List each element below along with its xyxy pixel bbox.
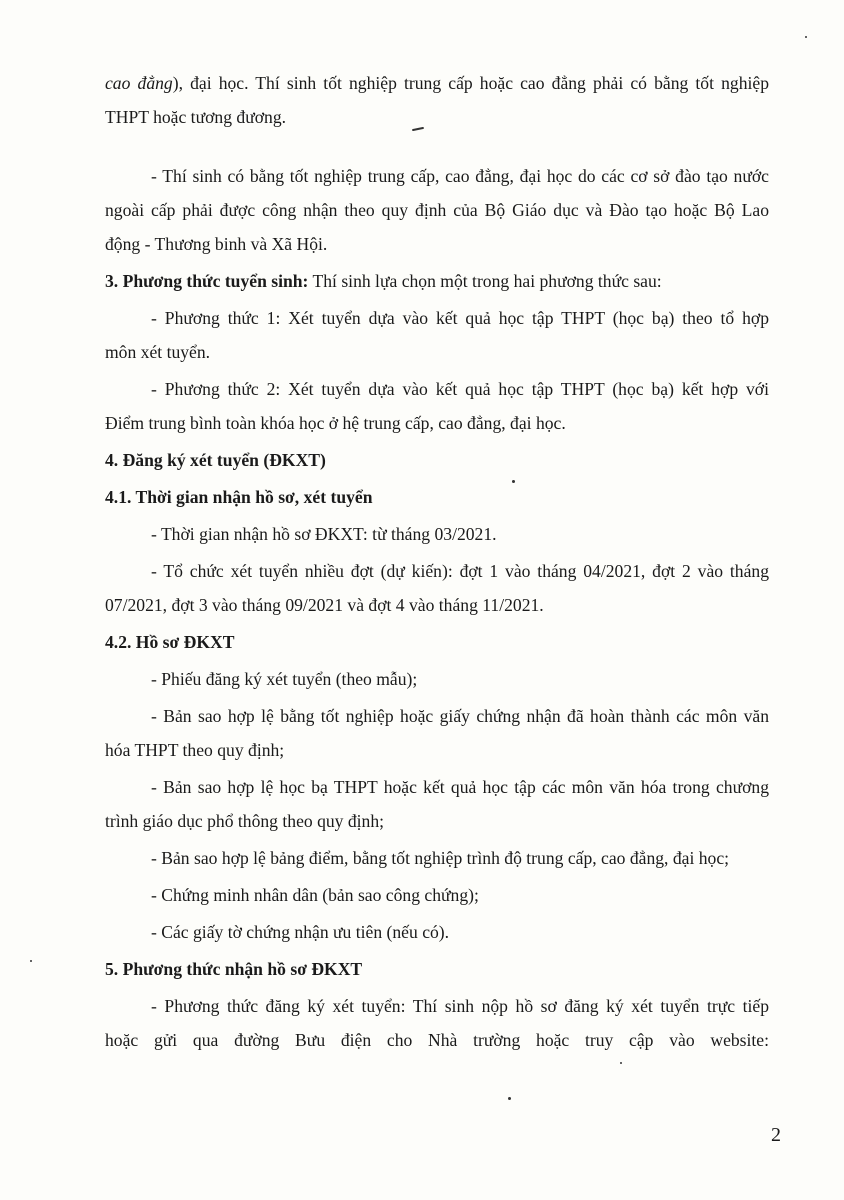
scan-speck <box>30 960 32 962</box>
scan-speck <box>620 1062 622 1064</box>
section-3-text: Thí sinh lựa chọn một trong hai phương thức sau: <box>308 271 662 291</box>
text-line-19: hóa THPT theo quy định; <box>105 740 285 760</box>
text-line-18: - Bản sao hợp lệ bằng tốt nghiệp hoặc giấy chứng nhận đã hoàn thành các môn văn <box>151 706 769 726</box>
text-line-27: hoặc gửi qua đường Bưu điện cho Nhà trường hoặc truy cập vào website: <box>105 1030 769 1050</box>
page-number: 2 <box>771 1124 781 1146</box>
text-line-9: - Phương thức 2: Xét tuyển dựa vào kết quả học tập THPT (học bạ) kết hợp với <box>151 379 769 399</box>
text-line-22: - Bản sao hợp lệ bảng điểm, bằng tốt nghiệp trình độ trung cấp, cao đẳng, đại học; <box>151 848 730 868</box>
text-line-13: - Thời gian nhận hồ sơ ĐKXT: từ tháng 03/2021. <box>151 524 497 544</box>
text-line-5: động - Thương binh và Xã Hội. <box>105 234 328 254</box>
scan-speck <box>512 480 515 483</box>
section-3-heading <box>105 270 662 292</box>
italic-fragment: cao đẳng <box>105 73 173 93</box>
section-3-title: 3. Phương thức tuyển sinh: <box>105 271 309 291</box>
scan-mark <box>412 127 424 131</box>
scan-speck <box>508 1097 511 1100</box>
text-line-17: - Phiếu đăng ký xét tuyển (theo mẫu); <box>151 669 418 689</box>
text-line-21: trình giáo dục phổ thông theo quy định; <box>105 811 385 831</box>
section-5-heading: 5. Phương thức nhận hồ sơ ĐKXT <box>105 959 363 979</box>
text-line-15: 07/2021, đợt 3 vào tháng 09/2021 và đợt 4 vào tháng 11/2021. <box>105 595 544 615</box>
text-line-8: môn xét tuyển. <box>105 342 211 362</box>
text-line-7: - Phương thức 1: Xét tuyển dựa vào kết quả học tập THPT (học bạ) theo tổ hợp <box>151 308 769 328</box>
text-line-26: - Phương thức đăng ký xét tuyển: Thí sinh nộp hồ sơ đăng ký xét tuyển trực tiếp <box>151 996 769 1016</box>
scan-speck <box>805 36 807 38</box>
text-line-20: - Bản sao hợp lệ học bạ THPT hoặc kết quả học tập các môn văn hóa trong chương <box>151 777 769 797</box>
section-4-1-heading: 4.1. Thời gian nhận hồ sơ, xét tuyển <box>105 487 373 507</box>
text-line-10: Điểm trung bình toàn khóa học ở hệ trung cấp, cao đẳng, đại học. <box>105 413 566 433</box>
text-fragment: ), đại học. Thí sinh tốt nghiệp trung cấp hoặc cao đẳng phải có bằng tốt nghiệp <box>172 73 769 93</box>
section-4-heading: 4. Đăng ký xét tuyển (ĐKXT) <box>105 450 326 470</box>
text-line-2: THPT hoặc tương đương. <box>105 107 287 127</box>
section-4-2-heading: 4.2. Hồ sơ ĐKXT <box>105 632 235 652</box>
text-line-3: - Thí sinh có bằng tốt nghiệp trung cấp, cao đẳng, đại học do các cơ sở đào tạo nước <box>151 166 769 186</box>
text-line-4: ngoài cấp phải được công nhận theo quy định của Bộ Giáo dục và Đào tạo hoặc Bộ Lao <box>105 200 769 220</box>
text-line-14: - Tổ chức xét tuyển nhiều đợt (dự kiến): đợt 1 vào tháng 04/2021, đợt 2 vào tháng <box>151 561 769 581</box>
text-line-1 <box>105 72 769 94</box>
text-line-24: - Các giấy tờ chứng nhận ưu tiên (nếu có). <box>151 922 450 942</box>
text-line-23: - Chứng minh nhân dân (bản sao công chứng); <box>151 885 479 905</box>
